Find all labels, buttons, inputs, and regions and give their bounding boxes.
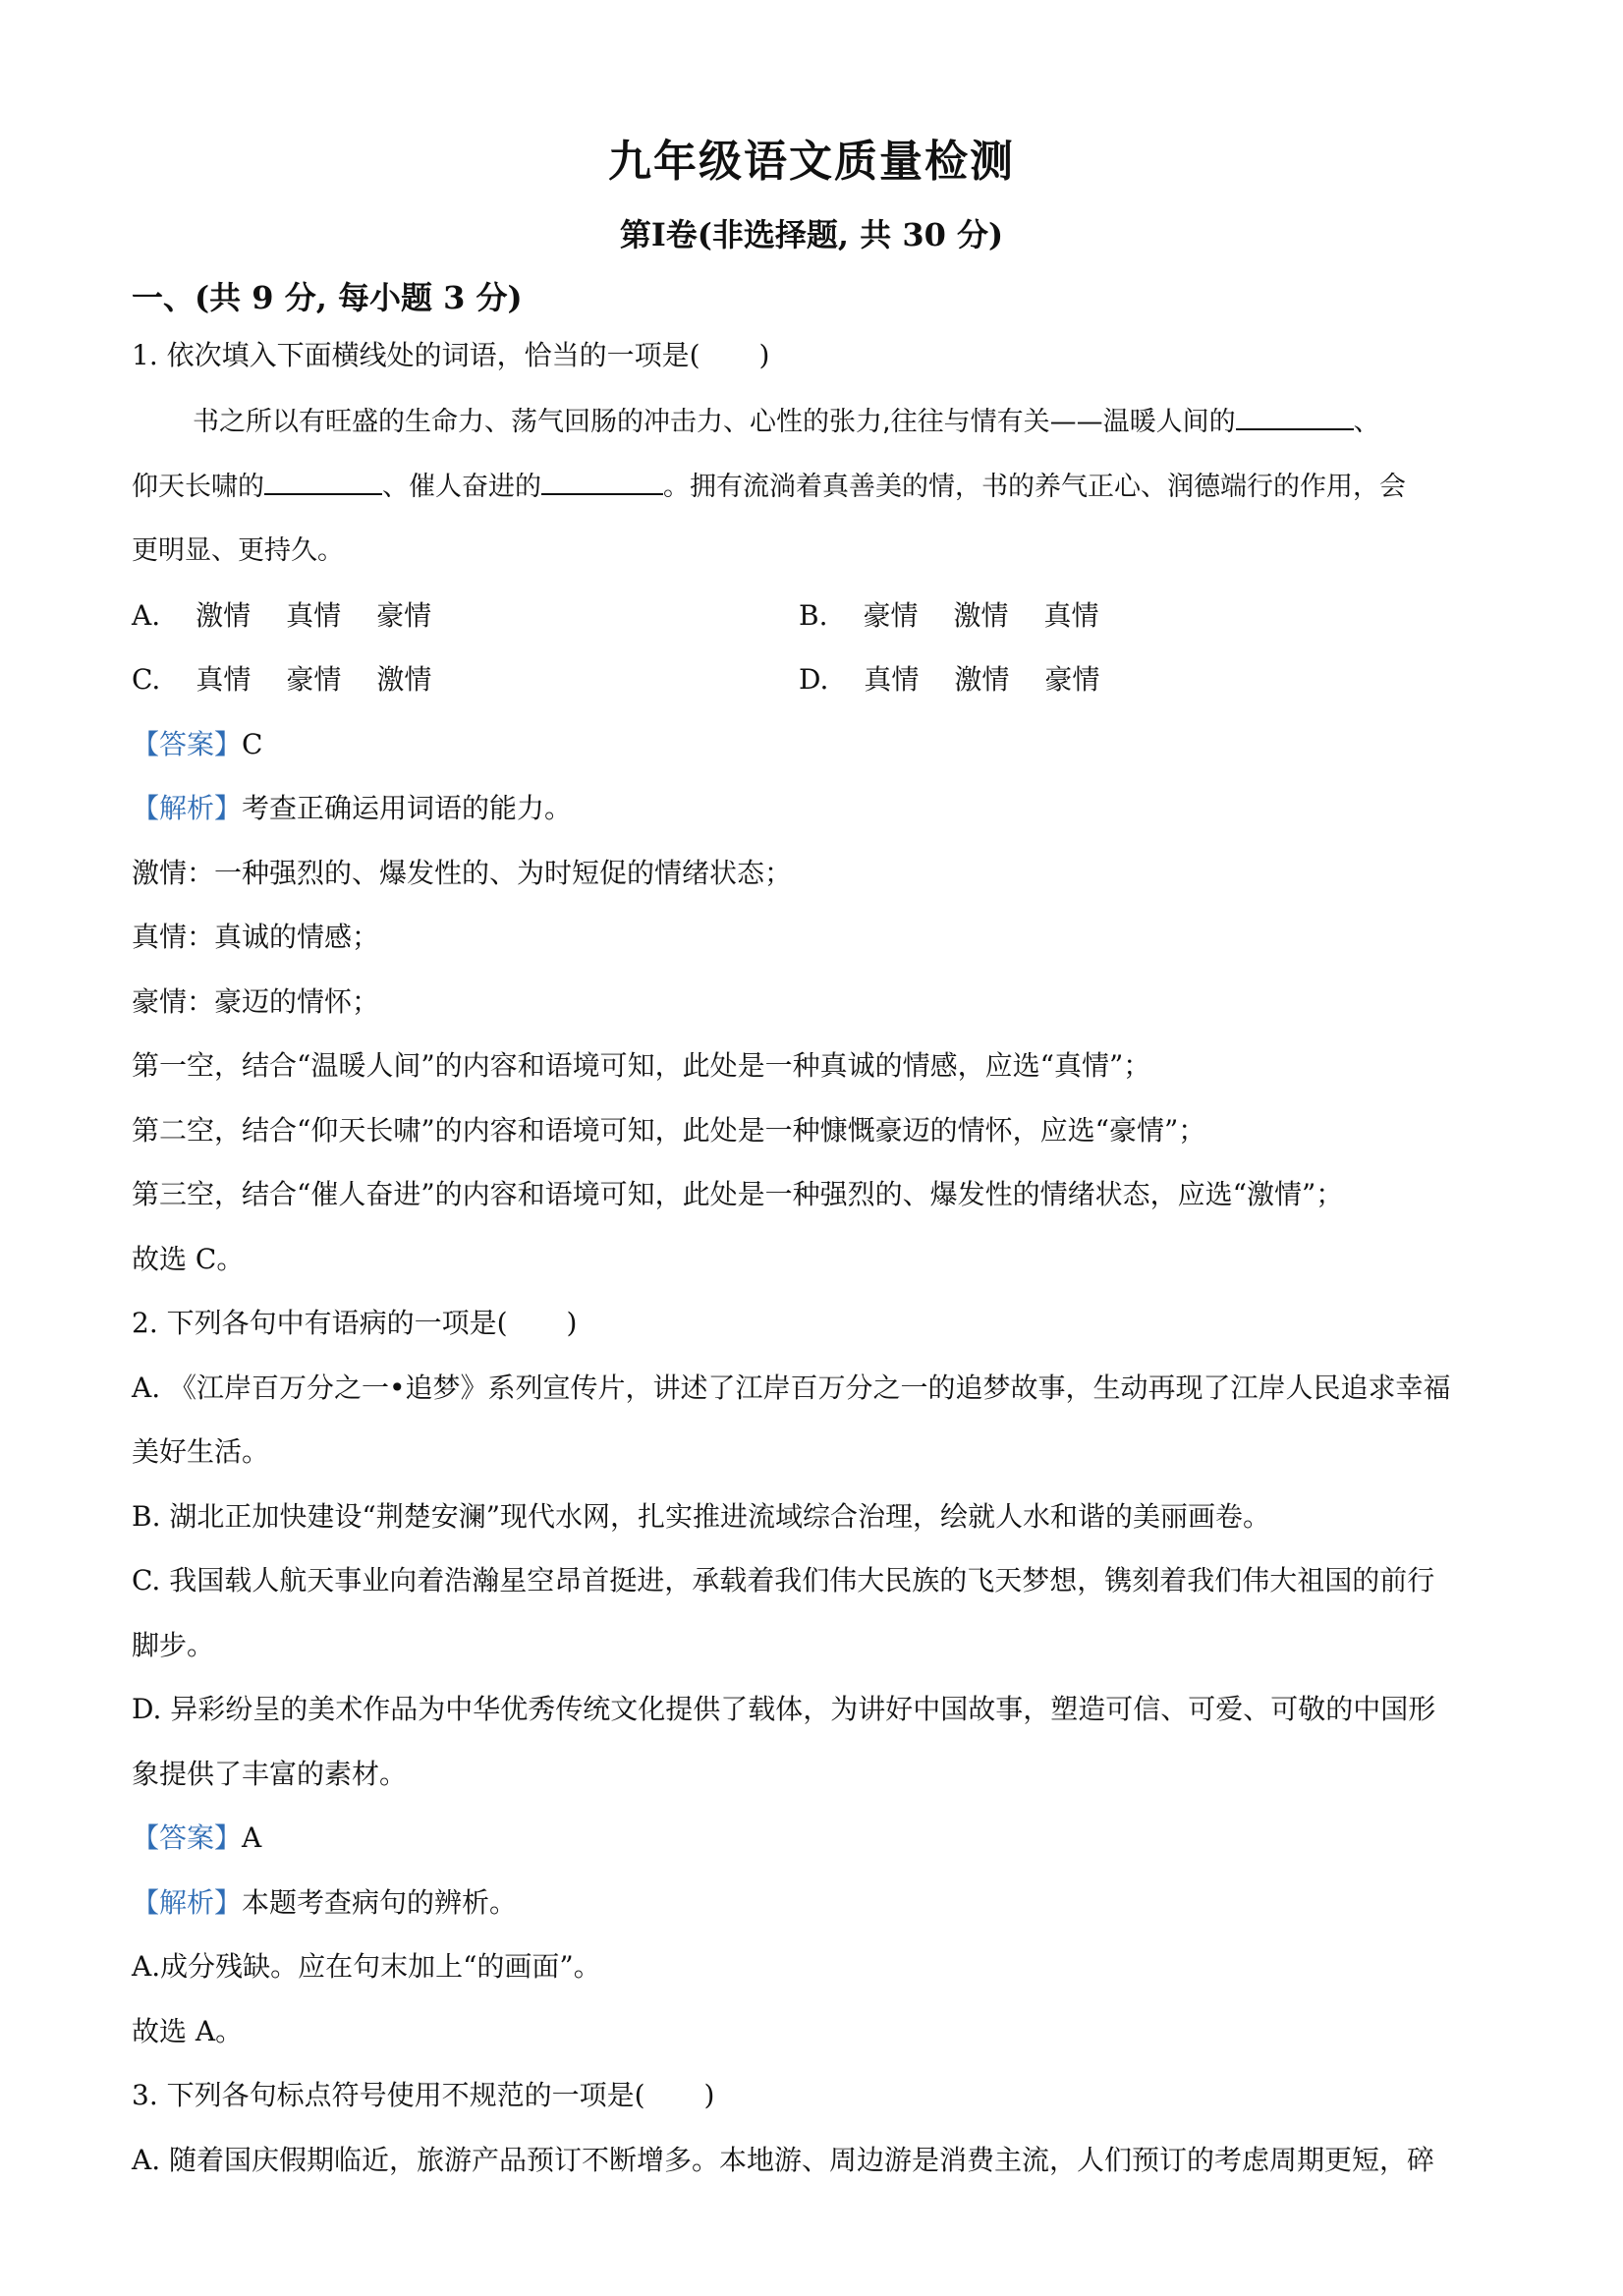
question-1-passage-line-1: 书之所以有旺盛的生命力、荡气回肠的冲击力、心性的张力,往往与情有关——温暖人间的 、 bbox=[193, 403, 1568, 442]
analysis-line: 第一空，结合“温暖人间”的内容和语境可知，此处是一种真诚的情感，应选“真情”； bbox=[132, 1049, 1151, 1082]
question-1-answer: 【答案】C bbox=[132, 728, 263, 760]
paper-subtitle: 第Ⅰ卷(非选择题, 共 30 分) bbox=[619, 216, 1004, 253]
question-2-option-c-line-1: C. 我国载人航天事业向着浩瀚星空昂首挺进，承载着我们伟大民族的飞天梦想，镌刻着我们伟大祖国的前行 bbox=[132, 1564, 1435, 1596]
analysis-line: 故选 A。 bbox=[132, 2015, 244, 2047]
question-2-option-b: B. 湖北正加快建设“荆楚安澜”现代水网，扎实推进流域综合治理，绘就人水和谐的美丽画卷。 bbox=[132, 1500, 1271, 1533]
question-1-passage-line-2: 仰天长啸的 、催人奋进的 。拥有流淌着真善美的情，书的养气正心、润德端行的作用，会 bbox=[132, 468, 1507, 507]
fill-blank-2 bbox=[264, 468, 382, 495]
question-2-option-a-line-1: A. 《江岸百万分之一•追梦》系列宣传片，讲述了江岸百万分之一的追梦故事，生动再现了江岸人民追求幸福 bbox=[132, 1372, 1451, 1404]
question-2-option-a-line-2: 美好生活。 bbox=[132, 1435, 270, 1468]
question-3-option-a-line-1: A. 随着国庆假期临近，旅游产品预订不断增多。本地游、周边游是消费主流，人们预订的考虑周期更短，碎 bbox=[132, 2144, 1435, 2176]
option-a: A. 激情 真情 豪情 bbox=[132, 599, 432, 632]
question-2-option-d-line-1: D. 异彩纷呈的美术作品为中华优秀传统文化提供了载体，为讲好中国故事，塑造可信、可爱、可敬的中国形 bbox=[132, 1693, 1436, 1725]
question-2-option-d-line-2: 象提供了丰富的素材。 bbox=[132, 1758, 408, 1790]
option-c: C. 真情 豪情 激情 bbox=[132, 663, 432, 696]
fill-blank-3 bbox=[541, 468, 663, 495]
question-2-answer: 【答案】A bbox=[132, 1821, 262, 1854]
question-2-option-c-line-2: 脚步。 bbox=[132, 1629, 215, 1661]
question-2-analysis: 【解析】本题考查病句的辨析。 bbox=[132, 1886, 518, 1919]
question-1-passage-line-3: 更明显、更持久。 bbox=[132, 535, 344, 566]
analysis-line: 故选 C。 bbox=[132, 1243, 245, 1275]
question-1-stem: 1. 依次填入下面横线处的词语，恰当的一项是( ) bbox=[132, 339, 770, 371]
question-2-stem: 2. 下列各句中有语病的一项是( ) bbox=[132, 1307, 578, 1339]
analysis-line: A.成分残缺。应在句末加上“的画面”。 bbox=[132, 1950, 601, 1983]
analysis-line: 豪情：豪迈的情怀； bbox=[132, 985, 380, 1018]
fill-blank-1 bbox=[1236, 403, 1354, 430]
option-d: D. 真情 激情 豪情 bbox=[799, 663, 1100, 696]
question-3-stem: 3. 下列各句标点符号使用不规范的一项是( ) bbox=[132, 2079, 715, 2111]
analysis-line: 第三空，结合“催人奋进”的内容和语境可知，此处是一种强烈的、爆发性的情绪状态，应选“激情”； bbox=[132, 1178, 1344, 1210]
question-1-analysis: 【解析】考查正确运用词语的能力。 bbox=[132, 792, 573, 824]
option-b: B. 豪情 激情 真情 bbox=[799, 599, 1099, 632]
analysis-line: 真情：真诚的情感； bbox=[132, 921, 380, 953]
analysis-line: 第二空，结合“仰天长啸”的内容和语境可知，此处是一种慷慨豪迈的情怀，应选“豪情”； bbox=[132, 1114, 1206, 1147]
page-title: 九年级语文质量检测 bbox=[608, 137, 1015, 187]
section-heading: 一、(共 9 分, 每小题 3 分) bbox=[132, 279, 523, 316]
analysis-line: 激情：一种强烈的、爆发性的、为时短促的情绪状态； bbox=[132, 857, 793, 889]
